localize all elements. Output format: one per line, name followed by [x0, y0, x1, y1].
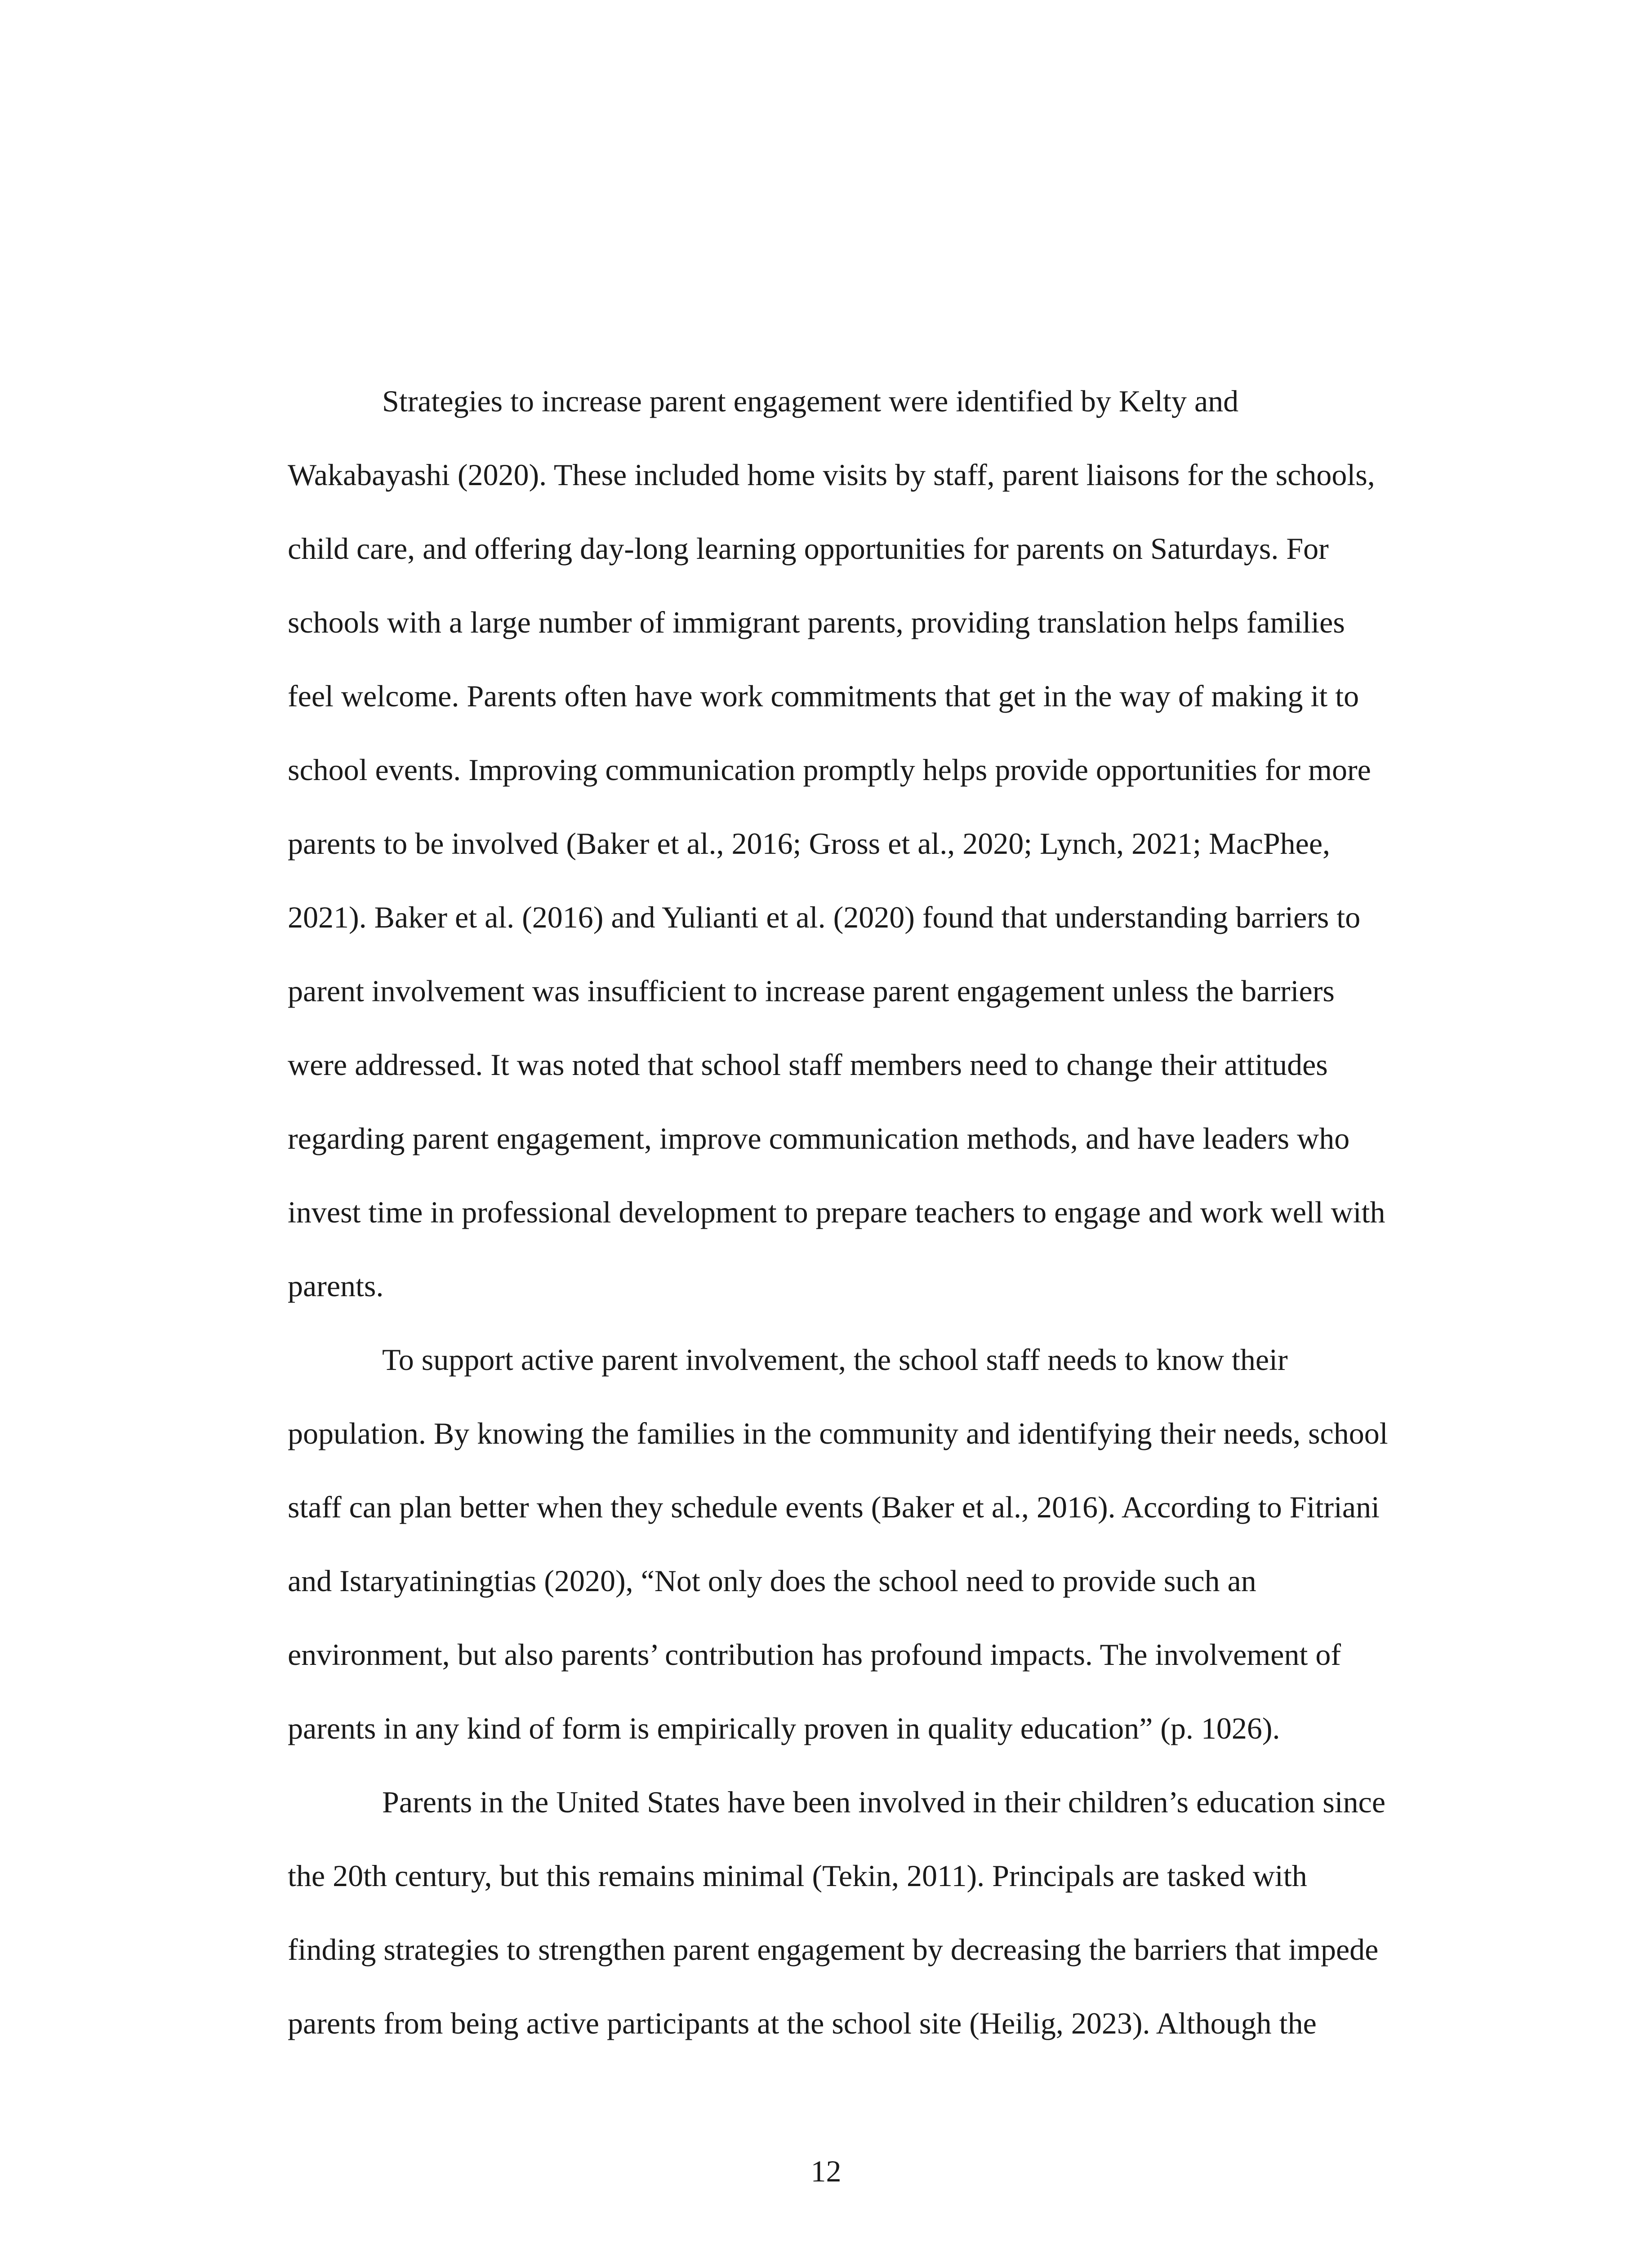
paragraph-3-line-1: Parents in the United States have been involved in their children’s education since: [382, 1785, 1386, 1819]
paragraph-1-line-2: Wakabayashi (2020). These included home visits by staff, parent liaisons for the schools,: [288, 458, 1375, 492]
page-number: 12: [810, 2154, 842, 2188]
paragraph-2-line-5: environment, but also parents’ contribution has profound impacts. The involvement of: [288, 1637, 1341, 1672]
paragraph-1-line-5: feel welcome. Parents often have work commitments that get in the way of making it to: [288, 679, 1359, 713]
paragraph-1-line-10: were addressed. It was noted that school staff members need to change their attitudes: [288, 1048, 1328, 1082]
paragraph-1-line-1: Strategies to increase parent engagement were identified by Kelty and: [382, 384, 1239, 418]
paragraph-1-line-6: school events. Improving communication promptly helps provide opportunities for more: [288, 753, 1371, 787]
paragraph-1-line-3: child care, and offering day-long learning opportunities for parents on Saturdays. For: [288, 531, 1329, 566]
paragraph-3-line-2: the 20th century, but this remains minimal (Tekin, 2011). Principals are tasked with: [288, 1859, 1307, 1893]
paragraph-2-line-2: population. By knowing the families in the community and identifying their needs, school: [288, 1416, 1388, 1450]
paragraph-1-line-13: parents.: [288, 1269, 384, 1303]
paragraph-2-line-1: To support active parent involvement, the school staff needs to know their: [382, 1343, 1288, 1377]
body-text: [288, 364, 1438, 2060]
paragraph-1-line-4: schools with a large number of immigrant parents, providing translation helps families: [288, 605, 1345, 639]
paragraph-2-line-3: staff can plan better when they schedule events (Baker et al., 2016). According to Fitriani: [288, 1490, 1380, 1524]
paragraph-1-line-12: invest time in professional development to prepare teachers to engage and work well with: [288, 1195, 1385, 1229]
paragraph-3-line-4: parents from being active participants at the school site (Heilig, 2023). Although the: [288, 2006, 1317, 2040]
paragraph-2-line-6: parents in any kind of form is empirically proven in quality education” (p. 1026).: [288, 1711, 1280, 1745]
paragraph-1-line-11: regarding parent engagement, improve communication methods, and have leaders who: [288, 1121, 1350, 1155]
paragraph-1-line-8: 2021). Baker et al. (2016) and Yulianti et al. (2020) found that understanding barriers to: [288, 900, 1361, 934]
paragraph-3-line-3: finding strategies to strengthen parent engagement by decreasing the barriers that impede: [288, 1932, 1379, 1967]
paragraph-1-line-7: parents to be involved (Baker et al., 2016; Gross et al., 2020; Lynch, 2021; MacPhee,: [288, 826, 1331, 861]
paragraph-1-line-9: parent involvement was insufficient to increase parent engagement unless the barriers: [288, 974, 1335, 1008]
paragraph-2-line-4: and Istaryatiningtias (2020), “Not only does the school need to provide such an: [288, 1564, 1256, 1598]
